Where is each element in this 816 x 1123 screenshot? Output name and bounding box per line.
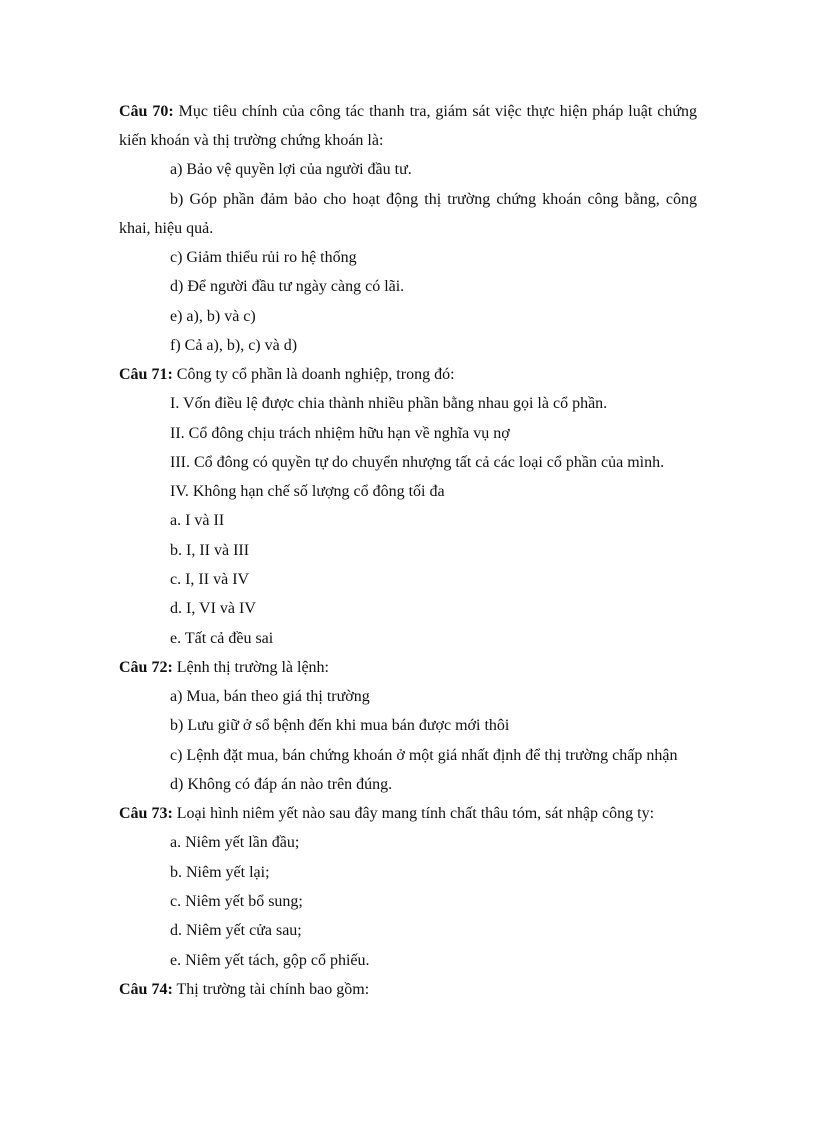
option-70-b: b) Góp phần đảm bảo cho hoạt động thị trường chứng khoán công bằng, công [170,191,697,208]
question-73 [119,804,654,824]
question-73-label: Câu 73: [119,805,173,822]
statement-71-i: I. Vốn điều lệ được chia thành nhiều phần bằng nhau gọi là cổ phần. [170,395,608,412]
option-71-d: d. I, VI và IV [170,600,256,617]
option-72-a: a) Mua, bán theo giá thị trường [170,688,370,705]
statement-71-iv: IV. Không hạn chế số lượng cổ đông tối đa [170,483,445,500]
question-70-label: Câu 70: [119,103,174,120]
question-71-text: Công ty cổ phần là doanh nghiệp, trong đó: [172,366,455,383]
question-70-line1 [119,102,697,122]
option-71-a: a. I và II [170,512,225,529]
option-72-b: b) Lưu giữ ở sổ bệnh đến khi mua bán được mới thôi [170,717,510,734]
option-73-a: a. Niêm yết lần đầu; [170,834,300,851]
question-72 [119,658,329,678]
option-72-c: c) Lệnh đặt mua, bán chứng khoán ở một giá nhất định để thị trường chấp nhận [170,747,678,764]
option-73-e: e. Niêm yết tách, gộp cổ phiếu. [170,952,370,969]
question-70-text: Mục tiêu chính của công tác thanh tra, giám sát việc thực hiện pháp luật chứng [173,103,697,120]
option-70-d: d) Để người đầu tư ngày càng có lãi. [170,278,405,295]
option-70-c: c) Giảm thiểu rủi ro hệ thống [170,249,357,266]
question-70-line2: kiến khoán và thị trường chứng khoán là: [119,132,384,149]
option-71-b: b. I, II và III [170,542,250,559]
statement-71-iii: III. Cổ đông có quyền tự do chuyển nhượng tất cả các loại cổ phần của mình. [170,454,665,471]
option-71-c: c. I, II và IV [170,571,250,588]
option-71-e: e. Tất cả đều sai [170,630,274,647]
option-70-a: a) Bảo vệ quyền lợi của người đầu tư. [170,161,412,178]
question-74 [119,980,369,1000]
question-72-text: Lệnh thị trường là lệnh: [172,659,329,676]
option-70-b-cont: khai, hiệu quả. [119,220,214,237]
option-70-f: f) Cả a), b), c) và d) [170,337,298,354]
option-72-d: d) Không có đáp án nào trên đúng. [170,776,393,793]
question-74-text: Thị trường tài chính bao gồm: [172,981,370,998]
question-71-label: Câu 71: [119,366,173,383]
question-71 [119,365,455,385]
question-72-label: Câu 72: [119,659,173,676]
option-73-c: c. Niêm yết bổ sung; [170,893,303,910]
option-70-e: e) a), b) và c) [170,308,256,325]
question-73-text: Loại hình niêm yết nào sau đây mang tính chất thâu tóm, sát nhập công ty: [172,805,655,822]
statement-71-ii: II. Cổ đông chịu trách nhiệm hữu hạn về nghĩa vụ nợ [170,425,510,442]
option-73-d: d. Niêm yết cửa sau; [170,922,302,939]
option-73-b: b. Niêm yết lại; [170,864,270,881]
question-74-label: Câu 74: [119,981,173,998]
